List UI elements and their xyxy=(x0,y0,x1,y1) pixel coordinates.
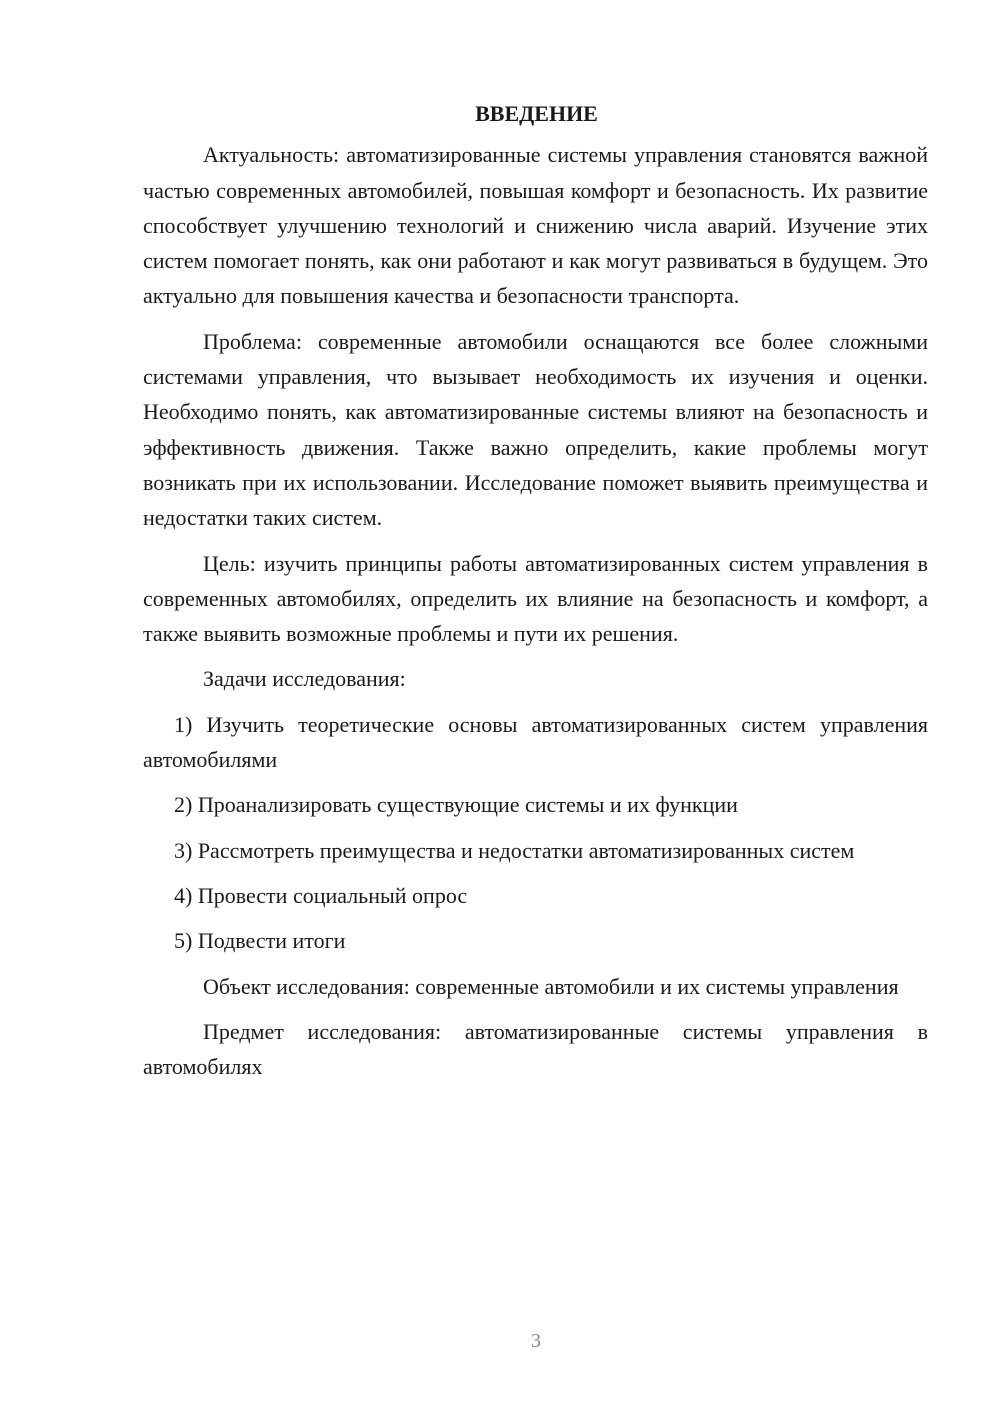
task-item-5: 5) Подвести итоги xyxy=(174,928,346,954)
task-item-4: 4) Провести социальный опрос xyxy=(174,882,468,908)
task-item-1: 1) Изучить теоретические основы автоматизированных систем управления автомобилями xyxy=(143,711,928,773)
relevance-paragraph: Актуальность: автоматизированные системы управления становятся важной частью современных автомобилей, повышая комфорт и безопасность. Их развитие способствует улучшению технологий и снижению числа аварий. Изучение этих систем помогает понять, как они работают и как могут развиваться в будущем. Это актуально для повышения качества и безопасности транспорта. xyxy=(143,142,928,309)
task-item-2: 2) Проанализировать существующие системы и их функции xyxy=(174,792,738,818)
subject-paragraph: Предмет исследования: автоматизированные системы управления в автомобилях xyxy=(143,1018,928,1080)
page-number: 3 xyxy=(531,1330,541,1352)
page-content xyxy=(143,96,928,1094)
problem-paragraph: Проблема: современные автомобили оснащаются все более сложными системами управления, что вызывает необходимость их изучения и оценки. Необходимо понять, как автоматизированные системы влияют на безопасность и эффективность движения. Также важно определить, какие проблемы могут возникать при их использовании. Исследование поможет выявить преимущества и недостатки таких систем. xyxy=(143,328,928,531)
object-paragraph: Объект исследования: современные автомобили и их системы управления xyxy=(203,973,899,999)
tasks-title: Задачи исследования: xyxy=(203,666,406,692)
task-item-3: 3) Рассмотреть преимущества и недостатки автоматизированных систем xyxy=(174,837,855,863)
goal-paragraph: Цель: изучить принципы работы автоматизированных систем управления в современных автомобилях, определить их влияние на безопасность и комфорт, а также выявить возможные проблемы и пути их решения. xyxy=(143,550,928,647)
section-heading: ВВЕДЕНИЕ xyxy=(475,101,598,126)
